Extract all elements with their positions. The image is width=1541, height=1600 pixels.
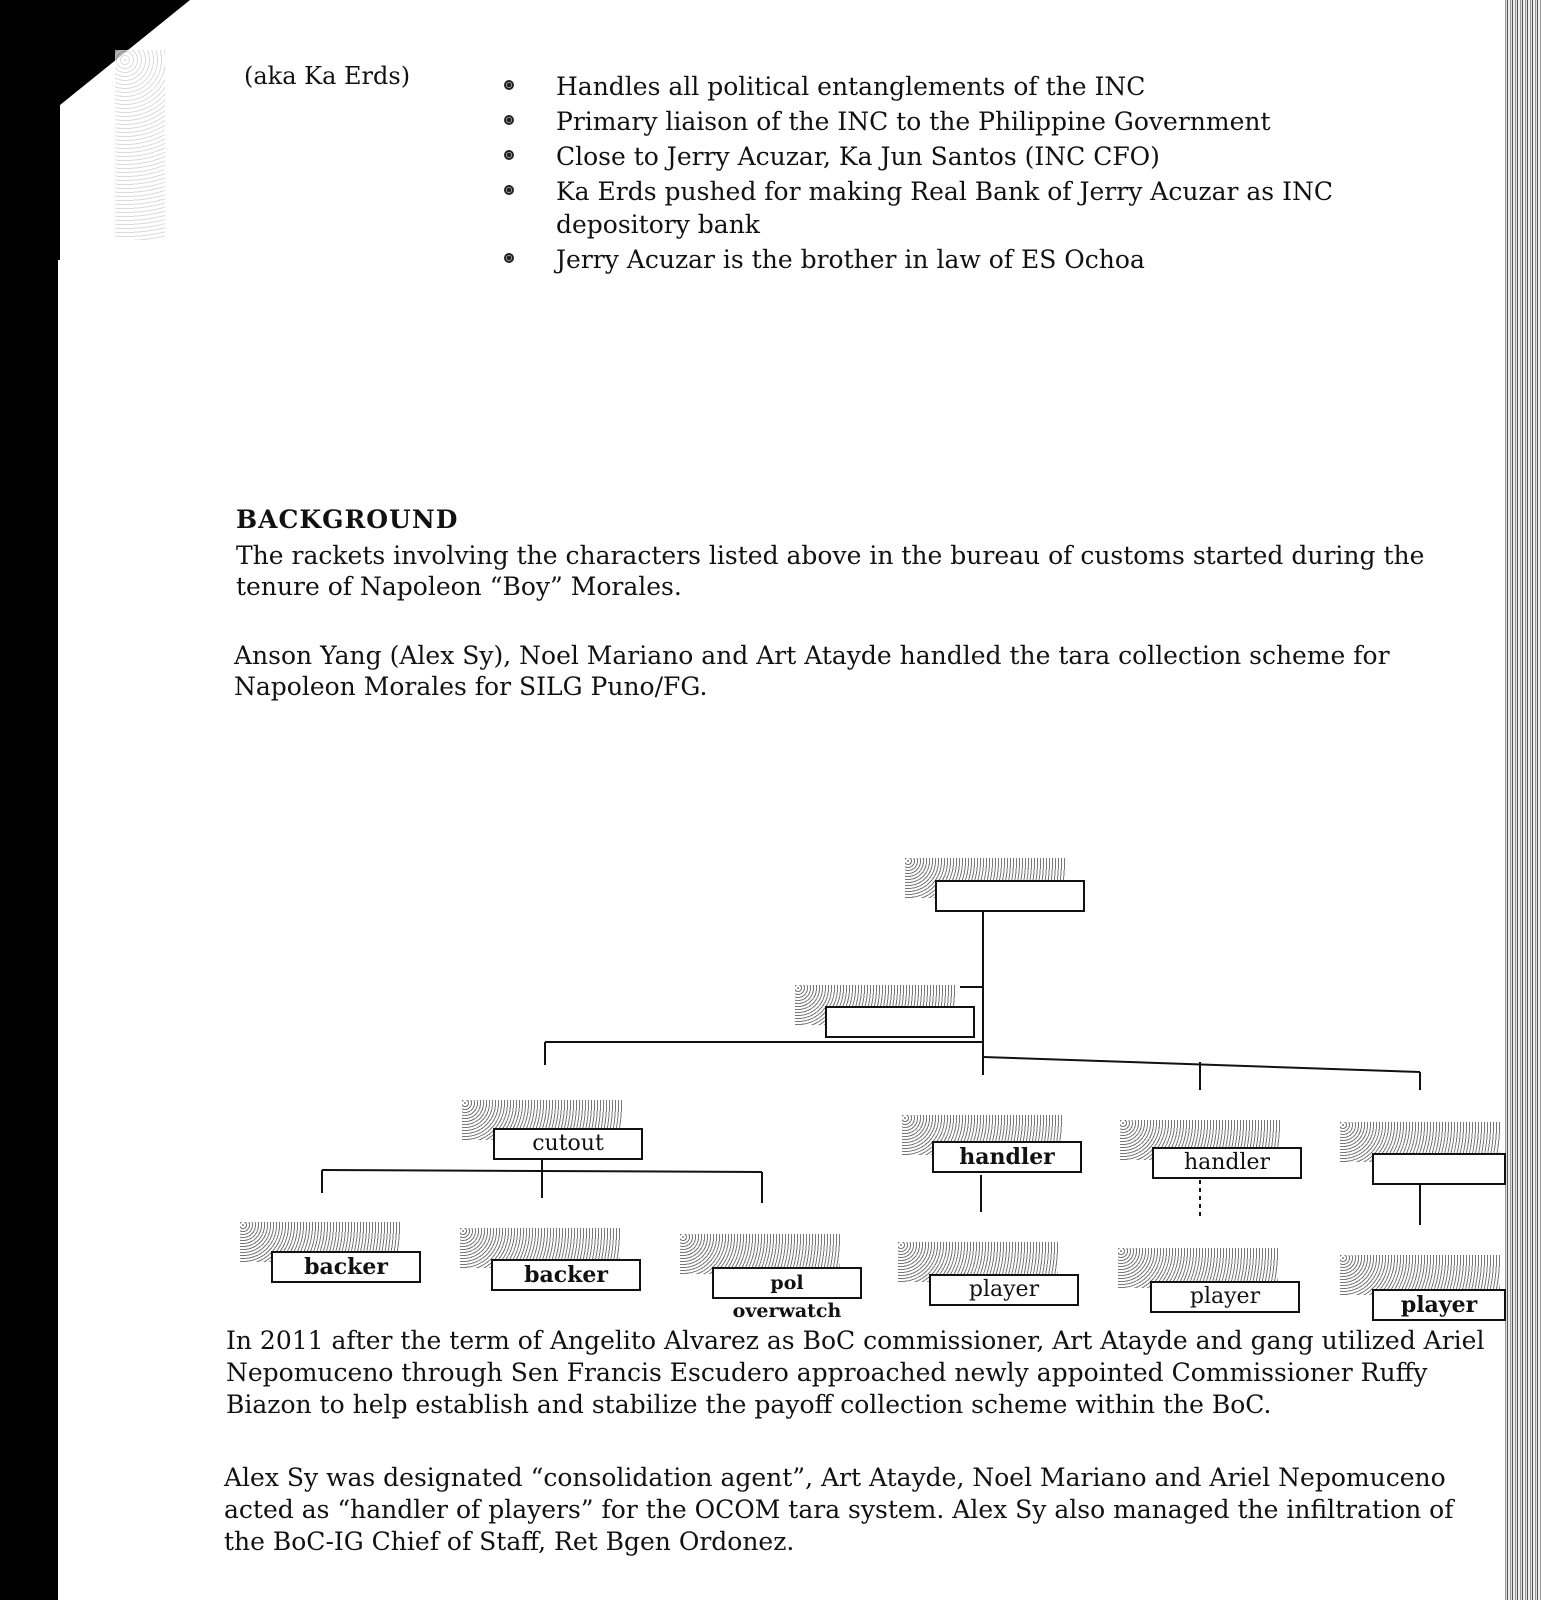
scan-smudge bbox=[115, 50, 165, 240]
bullet-item: Jerry Acuzar is the brother in law of ES Ochoa bbox=[500, 243, 1430, 276]
org-role-label: player bbox=[1372, 1289, 1506, 1321]
org-role-label: cutout bbox=[493, 1128, 643, 1160]
bullet-item: Close to Jerry Acuzar, Ka Jun Santos (INC CFO) bbox=[500, 140, 1430, 173]
background-paragraph-2: Anson Yang (Alex Sy), Noel Mariano and Art Atayde handled the tara collection scheme for Napoleon Morales for SILG Puno/FG. bbox=[234, 641, 1390, 701]
bullet-icon bbox=[504, 253, 514, 263]
org-role-label: pol overwatch bbox=[712, 1267, 862, 1299]
scan-corner-fold bbox=[0, 0, 200, 260]
profile-bullet-list bbox=[500, 70, 1430, 278]
scan-right-border bbox=[1505, 0, 1541, 1600]
bullet-icon bbox=[504, 150, 514, 160]
background-paragraph-1: The rackets involving the characters listed above in the bureau of customs started during the tenure of Napoleon “Boy” Morales. bbox=[236, 541, 1425, 601]
org-role-label: backer bbox=[491, 1259, 641, 1291]
section-heading: BACKGROUND bbox=[236, 505, 459, 534]
bullet-icon bbox=[504, 80, 514, 90]
org-role-label: player bbox=[1150, 1281, 1300, 1313]
bullet-icon bbox=[504, 115, 514, 125]
org-role-label: handler bbox=[1152, 1147, 1302, 1179]
bullet-item: Primary liaison of the INC to the Philippine Government bbox=[500, 105, 1430, 138]
bullet-icon bbox=[504, 185, 514, 195]
org-role-label bbox=[935, 880, 1085, 912]
closing-paragraph-1: In 2011 after the term of Angelito Alvarez as BoC commissioner, Art Atayde and gang utilized Ariel Nepomuceno through Sen Francis Escudero approached newly appointed Commissioner Ruffy Biazon to help establish and stabilize the payoff collection scheme within the BoC. bbox=[226, 1326, 1485, 1419]
org-role-label: backer bbox=[271, 1251, 421, 1283]
bullet-item: Handles all political entanglements of the INC bbox=[500, 70, 1430, 103]
org-role-label bbox=[825, 1006, 975, 1038]
alias-label: (aka Ka Erds) bbox=[244, 62, 411, 90]
org-role-label: player bbox=[929, 1274, 1079, 1306]
closing-paragraph-2: Alex Sy was designated “consolidation agent”, Art Atayde, Noel Mariano and Ariel Nepomuceno acted as “handler of players” for the OCOM tara system. Alex Sy also managed the infiltration of the BoC-IG Chief of Staff, Ret Bgen Ordonez. bbox=[224, 1463, 1454, 1556]
bullet-item: Ka Erds pushed for making Real Bank of Jerry Acuzar as INC depository bank bbox=[500, 175, 1430, 241]
org-role-label bbox=[1372, 1153, 1506, 1185]
org-role-label: handler bbox=[932, 1141, 1082, 1173]
